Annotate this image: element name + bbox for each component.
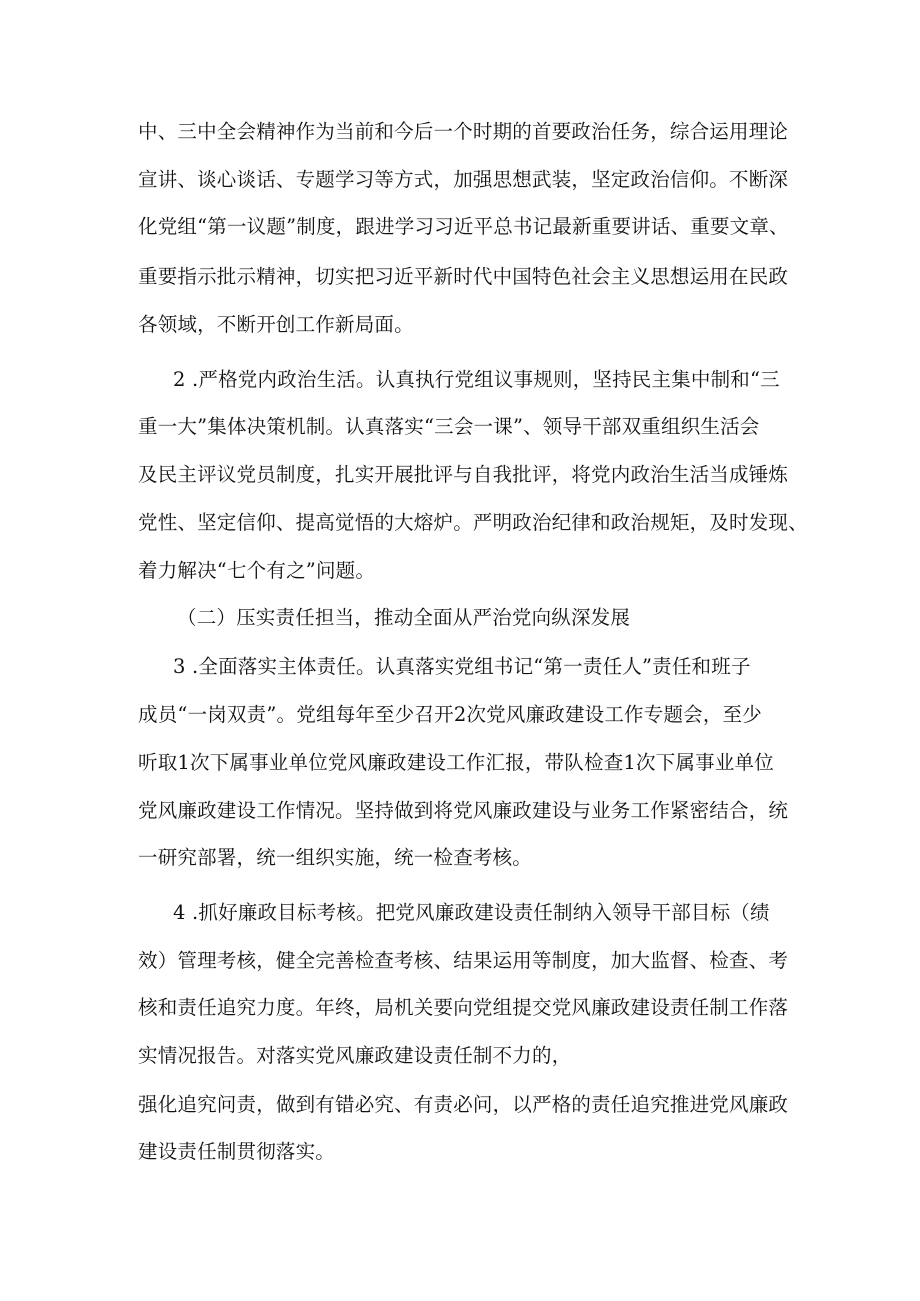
item-2-line-2: 重一大”集体决策机制。认真落实“三会一课”、领导干部双重组织生活会 [138,415,760,438]
paragraph-1-line-2: 宣讲、谈心谈话、专题学习等方式，加强思想武装，坚定政治信仰。不断深 [138,168,789,191]
item-4-line-6: 建设责任制贯彻落实。 [138,1140,336,1163]
item-3-line-5: 一研究部署，统一组织实施，统一检查考核。 [138,846,533,869]
item-2-line-5: 着力解决“七个有之”问题。 [138,559,376,582]
item-4-line-4: 实情况报告。对落实党风廉政建设责任制不力的， [138,1044,572,1067]
item-4-line-1: 4 .抓好廉政目标考核。把党风廉政建设责任制纳入领导干部目标（绩 [173,901,770,924]
item-3-line-3: 听取1次下属事业单位党风廉政建设工作汇报，带队检查1次下属事业单位 [138,751,774,774]
item-3-line-4: 党风廉政建设工作情况。坚持做到将党风廉政建设与业务工作紧密结合，统 [138,799,789,822]
item-4-line-3: 核和责任追究力度。年终，局机关要向党组提交党风廉政建设责任制工作落 [138,996,789,1019]
item-2-line-1: 2 .严格党内政治生活。认真执行党组议事规则，坚持民主集中制和“三 [173,368,780,391]
paragraph-1-line-4: 重要指示批示精神，切实把习近平新时代中国特色社会主义思想运用在民政 [138,265,789,288]
item-4-line-2: 效）管理考核，健全完善检查考核、结果运用等制度，加大监督、检查、考 [138,949,789,972]
paragraph-1-line-3: 化党组“第一议题”制度，跟进学习习近平总书记最新重要讲话、重要文章、 [138,215,789,238]
section-heading: （二）压实责任担当，推动全面从严治党向纵深发展 [177,606,631,629]
item-2-line-4: 党性、坚定信仰、提高觉悟的大熔炉。严明政治纪律和政治规矩，及时发现、 [138,511,808,534]
item-2-line-3: 及民主评议党员制度，扎实开展批评与自我批评，将党内政治生活当成锤炼 [138,463,789,486]
item-4-line-5: 强化追究问责，做到有错必究、有责必问，以严格的责任追究推进党风廉政 [138,1093,789,1116]
item-3-line-1: 3 .全面落实主体责任。认真落实党组书记“第一责任人”责任和班子 [173,655,751,678]
paragraph-1-line-5: 各领域，不断开创工作新局面。 [138,313,414,336]
paragraph-1-line-1: 中、三中全会精神作为当前和今后一个时期的首要政治任务，综合运用理论 [138,120,789,143]
item-3-line-2: 成员“一岗双责”。党组每年至少召开2次党风廉政建设工作专题会，至少 [138,703,762,726]
